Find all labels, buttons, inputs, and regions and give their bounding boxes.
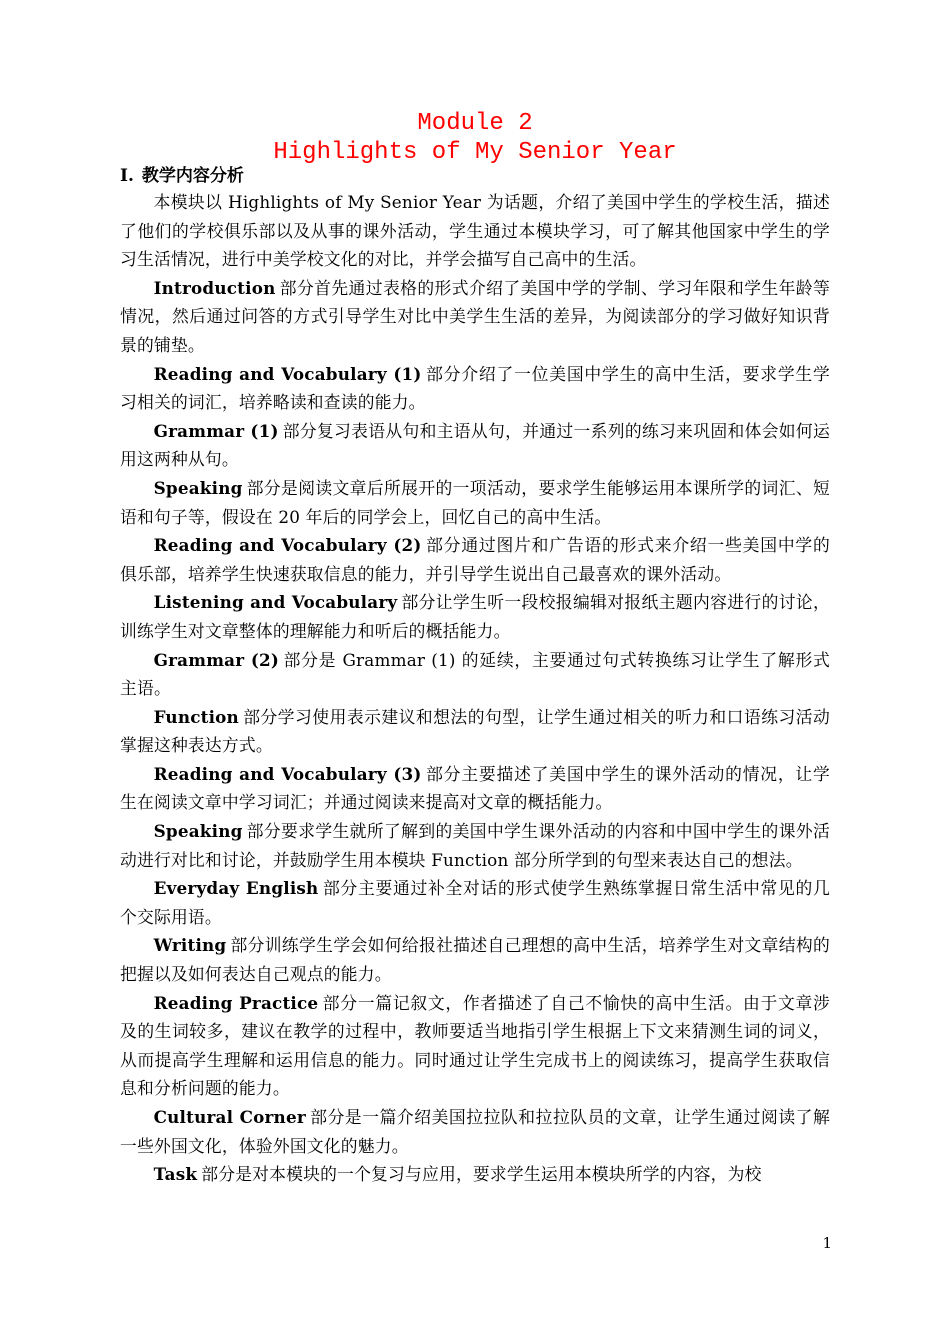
paragraph-text: 部分主要描述了美国中学生的课外活动的情况，让学生在阅读文章中学习词汇；并通过阅读来提高对文章的概括能力。 — [120, 763, 830, 813]
paragraph-text: 部分学习使用表示建议和想法的句型，让学生通过相关的听力和口语练习活动掌握这种表达方式。 — [120, 706, 830, 756]
paragraph-lead: Cultural Corner — [153, 1107, 306, 1127]
paragraph-text: 部分是一篇介绍美国拉拉队和拉拉队员的文章，让学生通过阅读了解一些外国文化，体验外国文化的魅力。 — [120, 1107, 830, 1156]
paragraph — [120, 1103, 830, 1160]
paragraph-text: 部分要求学生就所了解到的美国中学生课外活动的内容和中国中学生的课外活动进行对比和讨论，并鼓励学生用本模块 Function 部分所学到的句型来表达自己的想法。 — [120, 821, 830, 870]
paragraph-text: 部分通过图片和广告语的形式来介绍一些美国中学的俱乐部，培养学生快速获取信息的能力，并引导学生说出自己最喜欢的课外活动。 — [120, 535, 830, 584]
paragraph — [120, 931, 830, 988]
paragraph-text: 部分首先通过表格的形式介绍了美国中学的学制、学习年限和学生年龄等情况，然后通过问答的方式引导学生对比中美学生生活的差异，为阅读部分的学习做好知识背景的铺垫。 — [120, 277, 830, 355]
paragraph — [120, 646, 830, 703]
paragraph-text: 部分是 Grammar (1) 的延续，主要通过句式转换练习让学生了解形式主语。 — [120, 649, 831, 699]
paragraph — [120, 474, 830, 531]
paragraph — [120, 1160, 830, 1189]
body-text — [120, 188, 830, 1189]
paragraph — [120, 417, 830, 474]
paragraph-lead: Task — [153, 1164, 198, 1185]
paragraph-text: 部分是对本模块的一个复习与应用，要求学生运用本模块所学的内容，为校 — [201, 1164, 762, 1185]
paragraph-text: 部分主要通过补全对话的形式使学生熟练掌握日常生活中常见的几个交际用语。 — [120, 878, 830, 927]
section-heading — [120, 165, 244, 187]
paragraph-lead: Everyday English — [153, 878, 319, 899]
paragraph-lead: Reading Practice — [153, 992, 319, 1013]
paragraph-text: 部分训练学生学会如何给报社描述自己理想的高中生活，培养学生对文章结构的把握以及如何表达自己观点的能力。 — [120, 935, 830, 985]
paragraph-lead: Speaking — [153, 821, 243, 842]
paragraph — [120, 874, 830, 931]
paragraph-lead: Writing — [153, 935, 227, 956]
section-number: I. — [120, 166, 134, 186]
paragraph — [120, 703, 830, 760]
paragraph — [120, 531, 830, 588]
module-subtitle: Highlights of My Senior Year — [273, 139, 677, 166]
paragraph-lead: Grammar (1) — [153, 420, 279, 441]
module-title: Module 2 — [417, 110, 533, 137]
paragraph — [120, 188, 830, 274]
paragraph-lead: Reading and Vocabulary (3) — [153, 763, 422, 784]
paragraph-text: 本模块以 Highlights of My Senior Year 为话题，介绍了美国中学生的学校生活，描述了他们的学校俱乐部以及从事的课外活动，学生通过本模块学习，可了解其他国家中学生的学习生活情况，进行中美学校文化的对比，并学会描写自己高中的生活。 — [120, 192, 830, 270]
paragraph-lead: Listening and Vocabulary — [153, 592, 398, 613]
paragraph — [120, 989, 830, 1103]
page-number: 1 — [822, 1234, 832, 1252]
paragraph — [120, 760, 830, 817]
paragraph-lead: Introduction — [153, 277, 276, 298]
paragraph-lead: Reading and Vocabulary (2) — [153, 535, 422, 556]
title-block — [0, 109, 950, 167]
paragraph-lead: Reading and Vocabulary (1) — [153, 363, 422, 384]
paragraph — [120, 817, 830, 874]
paragraph — [120, 274, 830, 360]
paragraph-lead: Function — [153, 706, 239, 727]
paragraph-text: 部分一篇记叙文，作者描述了自己不愉快的高中生活。由于文章涉及的生词较多，建议在教学的过程中，教师要适当地指引学生根据上下文来猜测生词的词义，从而提高学生理解和运用信息的能力。同时通过让学生完成书上的阅读练习，提高学生获取信息和分析问题的能力。 — [120, 992, 830, 1099]
paragraph — [120, 360, 830, 417]
paragraph-text: 部分复习表语从句和主语从句，并通过一系列的练习来巩固和体会如何运用这两种从句。 — [120, 420, 830, 470]
paragraph-lead: Speaking — [153, 477, 243, 498]
paragraph-text: 部分让学生听一段校报编辑对报纸主题内容进行的讨论，训练学生对文章整体的理解能力和听后的概括能力。 — [120, 592, 830, 641]
paragraph-text: 部分介绍了一位美国中学生的高中生活，要求学生学习相关的词汇，培养略读和查读的能力。 — [120, 363, 830, 413]
paragraph-lead: Grammar (2) — [153, 649, 280, 670]
section-title: 教学内容分析 — [141, 166, 244, 186]
paragraph-text: 部分是阅读文章后所展开的一项活动，要求学生能够运用本课所学的词汇、短语和句子等，假设在 20 年后的同学会上，回忆自己的高中生活。 — [120, 477, 830, 527]
paragraph — [120, 588, 830, 645]
